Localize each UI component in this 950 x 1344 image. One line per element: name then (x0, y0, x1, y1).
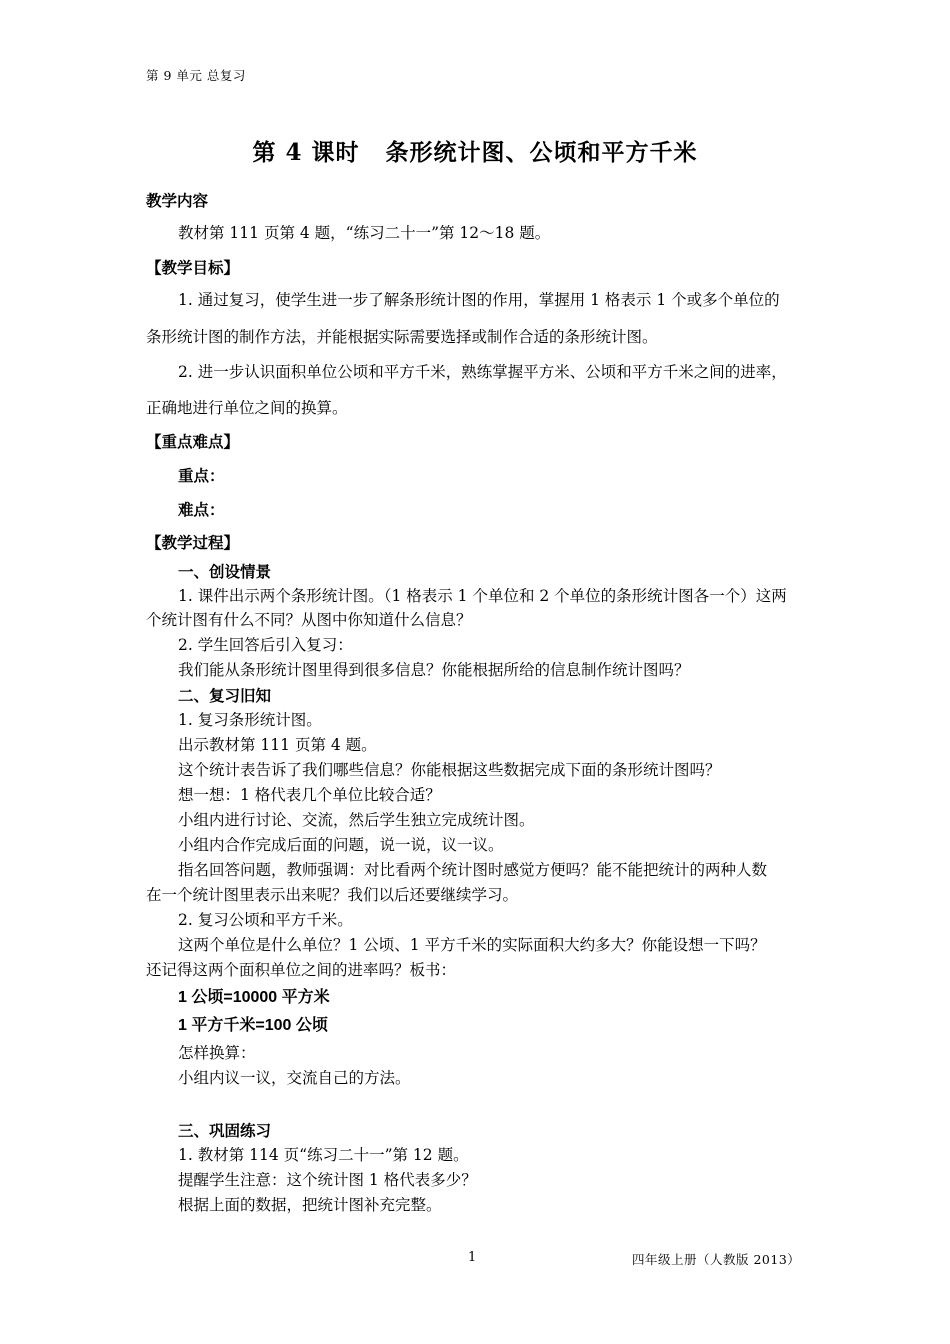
part-2-line-12: 怎样换算： (178, 1044, 256, 1062)
goal-1-line-1: 1. 通过复习，使学生进一步了解条形统计图的作用，掌握用 1 格表示 1 个或多个单位的 (178, 291, 780, 309)
section-heading-process: 【教学过程】 (146, 533, 240, 552)
goal-2-line-1: 2. 进一步认识面积单位公顷和平方千米，熟练掌握平方米、公顷和平方千米之间的进率， (178, 363, 787, 381)
lesson-number: 第 4 课时 (252, 139, 360, 166)
part-1-line-4: 我们能从条形统计图里得到很多信息？你能根据所给的信息制作统计图吗？ (178, 661, 690, 679)
part-3-heading: 三、巩固练习 (178, 1121, 272, 1140)
difficult-point-label: 难点： (178, 500, 225, 519)
part-2-line-4: 想一想：1 格代表几个单位比较合适？ (178, 786, 441, 804)
part-2-line-11: 还记得这两个面积单位之间的进率吗？板书： (146, 961, 457, 979)
part-2-line-10: 这两个单位是什么单位？1 公顷、1 平方千米的实际面积大约多大？你能设想一下吗？ (178, 936, 766, 954)
part-1-line-3: 2. 学生回答后引入复习： (178, 636, 353, 654)
section-heading-goals: 【教学目标】 (146, 258, 240, 277)
part-2-line-8: 在一个统计图里表示出来呢？我们以后还要继续学习。 (146, 886, 519, 904)
part-1-heading: 一、创设情景 (178, 562, 272, 581)
formula-hectare: 1 公顷=10000 平方米 (178, 989, 330, 1006)
part-3-line-3: 根据上面的数据，把统计图补充完整。 (178, 1196, 442, 1214)
part-1-line-2: 个统计图有什么不同？从图中你知道什么信息？ (146, 611, 472, 629)
part-2-line-9: 2. 复习公顷和平方千米。 (178, 911, 353, 929)
part-2-line-6: 小组内合作完成后面的问题，说一说，议一议。 (178, 836, 504, 854)
content-text: 教材第 111 页第 4 题，“练习二十一”第 12～18 题。 (178, 224, 551, 242)
part-1-line-1: 1. 课件出示两个条形统计图。（1 格表示 1 个单位和 2 个单位的条形统计图各一个）这两 (178, 587, 787, 605)
section-heading-content: 教学内容 (146, 191, 209, 210)
lesson-topic: 条形统计图、公顷和平方千米 (385, 139, 698, 166)
part-2-heading: 二、复习旧知 (178, 686, 272, 705)
part-3-line-2: 提醒学生注意：这个统计图 1 格代表多少？ (178, 1171, 477, 1189)
goal-1-line-2: 条形统计图的制作方法，并能根据实际需要选择或制作合适的条形统计图。 (146, 328, 658, 346)
key-point-label: 重点： (178, 466, 225, 485)
part-3-line-1: 1. 教材第 114 页“练习二十一”第 12 题。 (178, 1146, 469, 1164)
section-heading-key: 【重点难点】 (146, 432, 240, 451)
part-2-line-5: 小组内进行讨论、交流，然后学生独立完成统计图。 (178, 811, 535, 829)
part-2-line-7: 指名回答问题，教师强调：对比看两个统计图时感觉方便吗？能不能把统计的两种人数 (178, 861, 768, 879)
page-number: 1 (468, 1250, 477, 1265)
goal-2-line-2: 正确地进行单位之间的换算。 (146, 399, 348, 417)
formula-square-km: 1 平方千米=100 公顷 (178, 1017, 328, 1034)
part-2-line-13: 小组内议一议，交流自己的方法。 (178, 1069, 411, 1087)
page-title (0, 134, 950, 167)
part-2-line-1: 1. 复习条形统计图。 (178, 711, 322, 729)
footer-edition: 四年级上册（人教版 2013） (632, 1252, 801, 1267)
part-2-line-3: 这个统计表告诉了我们哪些信息？你能根据这些数据完成下面的条形统计图吗？ (178, 761, 721, 779)
running-header: 第 9 单元 总复习 (146, 68, 246, 83)
part-2-line-2: 出示教材第 111 页第 4 题。 (178, 736, 377, 754)
